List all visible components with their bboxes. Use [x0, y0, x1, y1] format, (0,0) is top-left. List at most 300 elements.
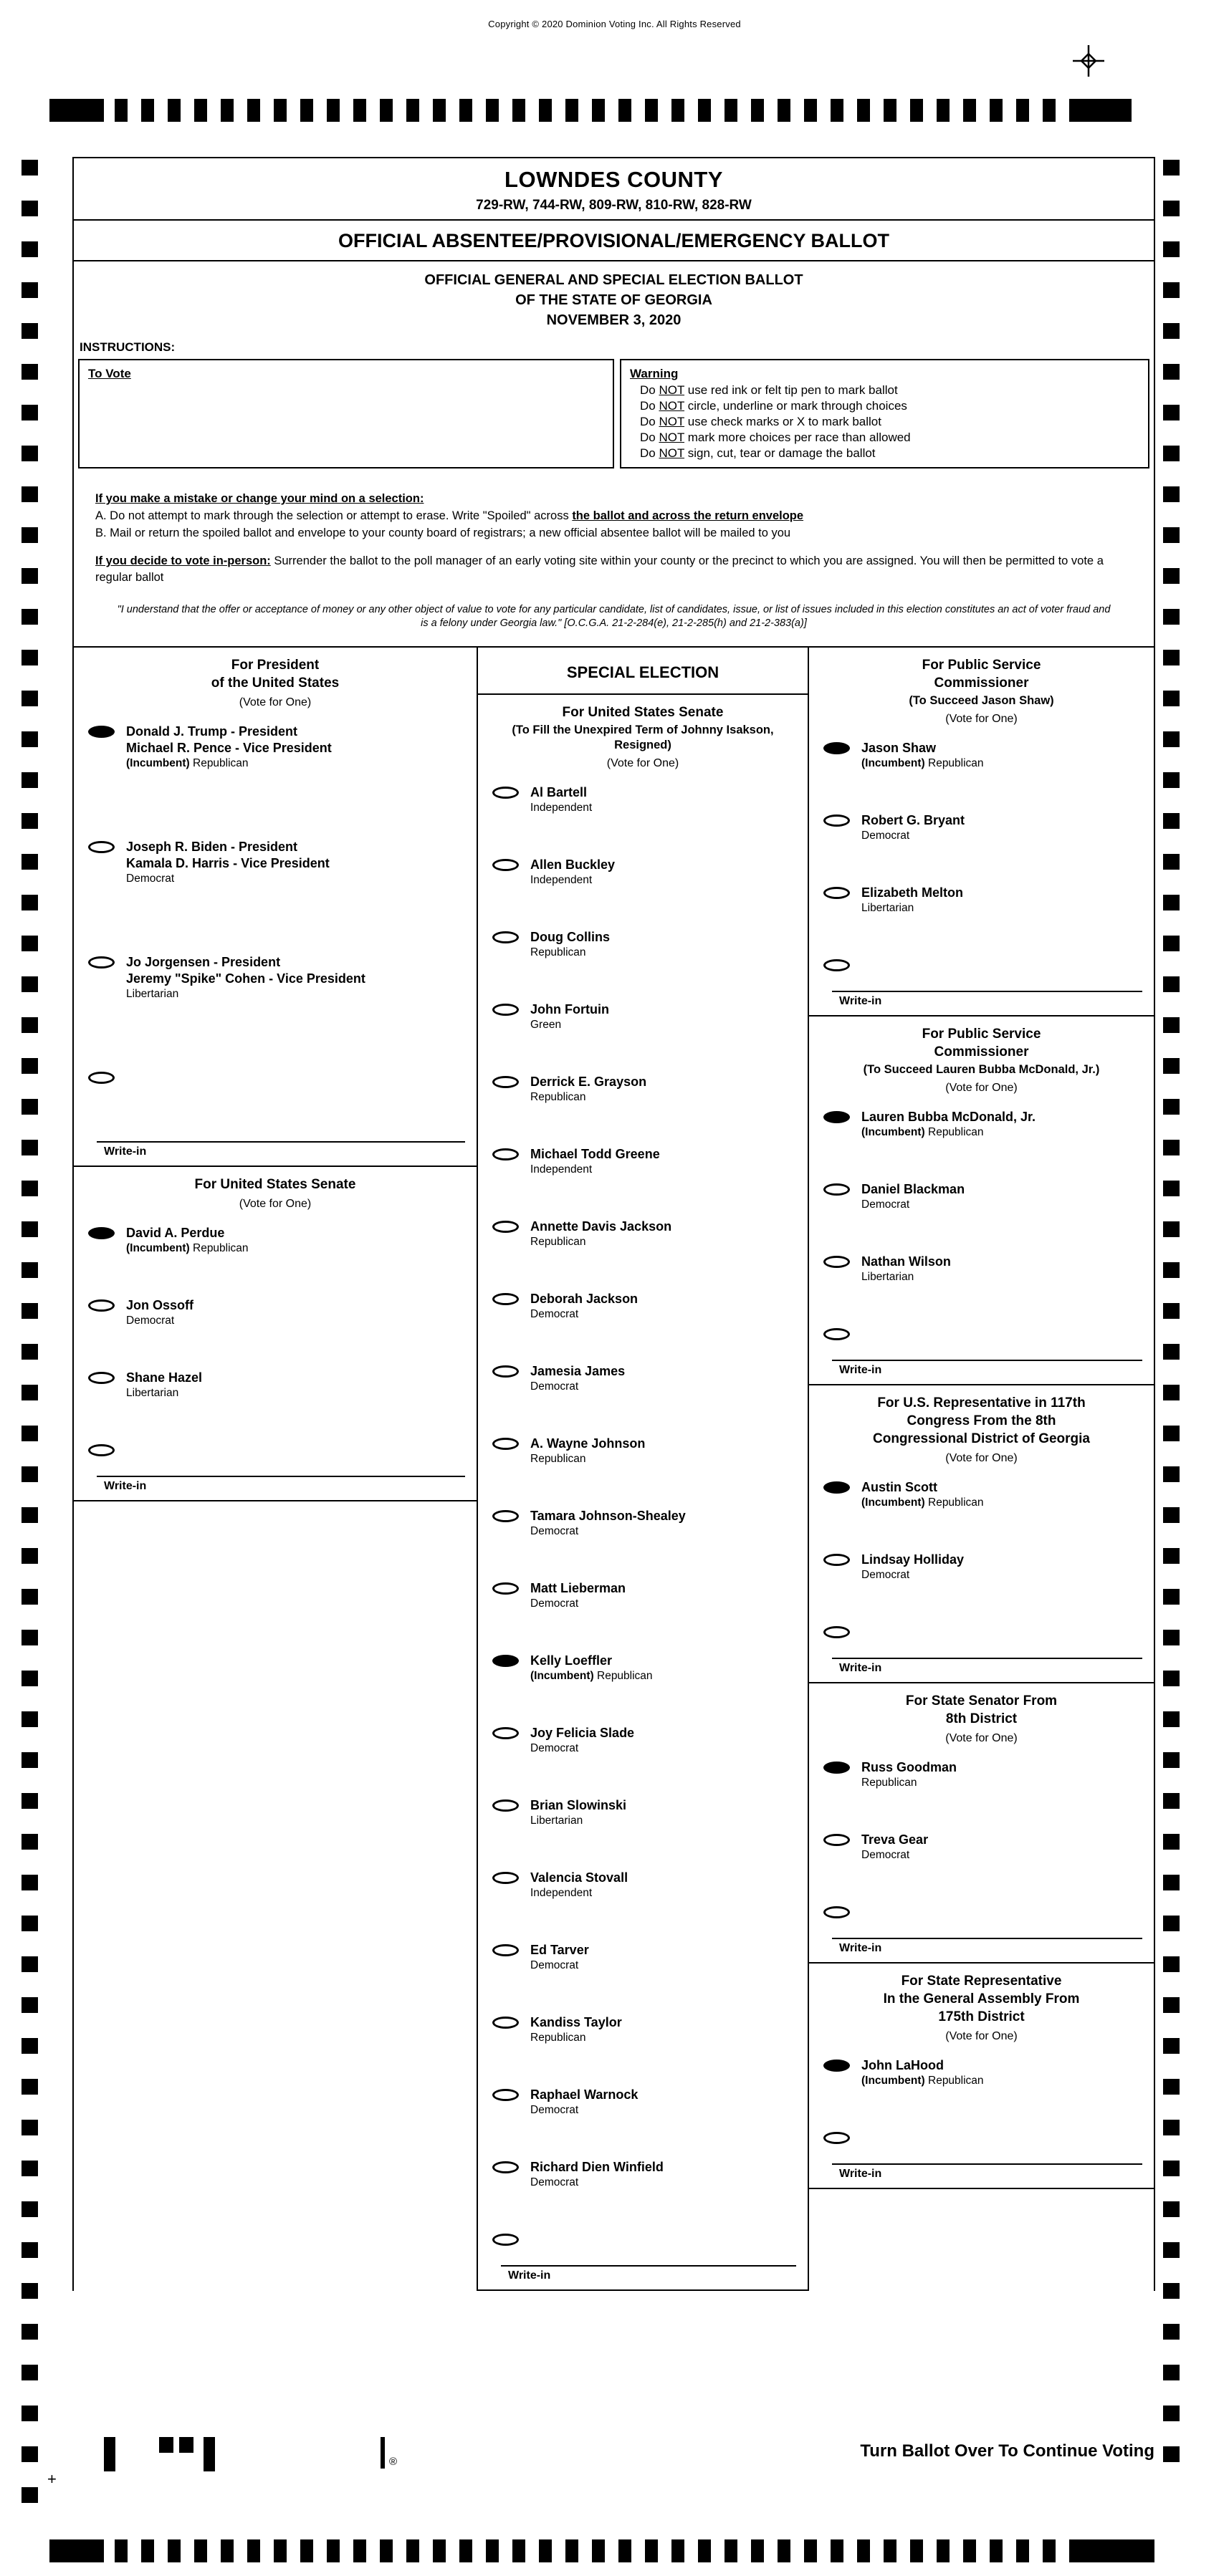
candidate-name: Annette Davis Jackson	[530, 1219, 672, 1234]
candidate-info	[126, 839, 330, 886]
candidate-party: Democrat	[861, 1198, 910, 1211]
write-in-line[interactable]	[832, 1360, 1142, 1361]
candidate-row	[74, 1225, 477, 1256]
mistake-instructions	[74, 479, 1154, 549]
candidate-party: Democrat	[530, 1380, 579, 1393]
candidate-oval[interactable]	[492, 1727, 519, 1739]
candidate-row	[478, 1942, 808, 1973]
candidate-row	[74, 1370, 477, 1400]
vote-for-instruction: (Vote for One)	[239, 696, 312, 708]
alignment-bar	[381, 2437, 385, 2469]
candidate-name-line2: Jeremy "Spike" Cohen - Vice President	[126, 971, 365, 986]
contest-columns	[74, 646, 1154, 2291]
candidate-name: Shane Hazel	[126, 1370, 203, 1385]
candidate-party: (Incumbent) Republican	[861, 2075, 984, 2087]
mistake-step-b: B. Mail or return the spoiled ballot and envelope to your county board of registrars; a new official absentee ballot will be mailed to you	[95, 527, 791, 539]
candidate-oval[interactable]	[823, 887, 850, 899]
contest-title: Congress From the 8th	[907, 1413, 1056, 1428]
contest-title: Commissioner	[934, 1044, 1029, 1059]
contest-us-senate	[74, 1167, 477, 1501]
candidate-oval[interactable]	[492, 1799, 519, 1812]
ballot-column-2	[478, 648, 809, 2291]
contest-title: For U.S. Representative in 117th	[877, 1395, 1086, 1410]
vote-for-instruction: (Vote for One)	[239, 1198, 312, 1210]
alignment-bar	[204, 2437, 215, 2471]
candidate-oval[interactable]	[88, 956, 115, 969]
contest-president	[74, 648, 477, 1167]
candidate-row	[809, 1109, 1154, 1140]
candidate-party: (Incumbent) Republican	[861, 1126, 984, 1138]
warning-item: Do NOT sign, cut, tear or damage the ballot	[640, 446, 876, 460]
candidate-row	[478, 1653, 808, 1683]
fraud-notice: "I understand that the offer or acceptance of money or any other object of value to vote for any particular candidate, list of candidates, issue, or list of issues included in this election constitutes an act of voter fraud and is a felony under Georgia law." [O.C.G.A. 21-2-284(e), 21-2-285(h) and 21-2-383(a)]	[117, 604, 1111, 629]
candidate-info	[861, 1832, 928, 1863]
contest-title: For United States Senate	[562, 705, 724, 720]
candidate-oval[interactable]	[492, 1148, 519, 1160]
candidate-row	[74, 724, 477, 771]
candidate-info	[126, 724, 332, 771]
candidate-oval[interactable]	[88, 726, 115, 738]
candidate-name: Al Bartell	[530, 785, 588, 799]
candidate-row	[478, 929, 808, 960]
write-in-oval[interactable]	[823, 1626, 850, 1638]
contest-subtitle: (To Succeed Lauren Bubba McDonald, Jr.)	[863, 1063, 1100, 1076]
contest-title: In the General Assembly From	[883, 1991, 1080, 2007]
candidate-info	[861, 1254, 951, 1284]
candidate-row	[809, 1832, 1154, 1863]
in-person-instructions: If you decide to vote in-person: Surrender the ballot to the poll manager of an early voting site within your county or the precinct to which you are assigned. You will then be permitted to vote a regular ballot	[95, 554, 1104, 584]
candidate-name: Donald J. Trump - President	[126, 724, 298, 739]
election-title-block	[74, 261, 1154, 333]
warning-box	[620, 359, 1149, 468]
candidate-oval[interactable]	[823, 1481, 850, 1494]
contest-title: Congressional District of Georgia	[873, 1431, 1090, 1446]
contest-title: For State Representative	[901, 1974, 1062, 1989]
candidate-info	[530, 857, 615, 888]
candidate-row	[478, 1291, 808, 1322]
candidate-row	[478, 1074, 808, 1105]
write-in-option-row	[478, 2231, 808, 2249]
candidate-party: Green	[530, 1019, 562, 1031]
candidate-oval[interactable]	[823, 1111, 850, 1123]
candidate-oval[interactable]	[823, 1256, 850, 1268]
candidate-party: Republican	[530, 1453, 586, 1465]
election-date: NOVEMBER 3, 2020	[546, 312, 682, 328]
contest-title: For Public Service	[922, 658, 1041, 673]
candidate-oval[interactable]	[492, 787, 519, 799]
candidate-name-line2: Michael R. Pence - Vice President	[126, 741, 332, 755]
candidate-name: Russ Goodman	[861, 1760, 957, 1774]
warning-item: Do NOT circle, underline or mark through choices	[640, 399, 907, 413]
candidate-info	[530, 1870, 628, 1900]
candidate-info	[861, 740, 984, 771]
candidate-oval[interactable]	[492, 1872, 519, 1884]
registered-trademark-symbol: ®	[389, 2456, 398, 2468]
candidate-row	[478, 2087, 808, 2118]
candidate-info	[530, 1797, 626, 1828]
candidate-info	[530, 1074, 646, 1105]
candidate-info	[126, 954, 365, 1001]
candidate-name: Elizabeth Melton	[861, 885, 964, 900]
write-in-label: Write-in	[839, 2168, 882, 2180]
timing-mark-bar	[49, 2539, 104, 2562]
candidate-info	[530, 1508, 686, 1539]
candidate-party: Libertarian	[126, 988, 179, 1000]
contest-title: 8th District	[945, 1711, 1018, 1726]
candidate-info	[126, 1370, 202, 1400]
candidate-party: Republican	[530, 2032, 586, 2044]
contest-psc-shaw	[809, 648, 1154, 1017]
candidate-row	[478, 1363, 808, 1394]
candidate-name: Michael Todd Greene	[530, 1147, 660, 1161]
write-in-label: Write-in	[508, 2269, 551, 2282]
ballot-body	[72, 157, 1155, 2291]
candidate-info	[530, 1146, 660, 1177]
candidate-party: Republican	[530, 946, 586, 958]
candidate-oval[interactable]	[823, 1834, 850, 1846]
candidate-row	[809, 740, 1154, 771]
candidate-oval[interactable]	[823, 2060, 850, 2072]
candidate-row	[478, 1725, 808, 1756]
write-in-oval[interactable]	[823, 2132, 850, 2144]
candidate-party: (Incumbent) Republican	[861, 1496, 984, 1509]
candidate-name: David A. Perdue	[126, 1226, 225, 1240]
to-vote-title: To Vote	[88, 367, 131, 380]
candidate-party: Democrat	[126, 873, 175, 885]
write-in-line[interactable]	[97, 1476, 465, 1477]
write-in-line[interactable]	[832, 2163, 1142, 2165]
candidate-oval[interactable]	[492, 2089, 519, 2101]
to-vote-box	[78, 359, 614, 468]
candidate-oval[interactable]	[492, 2017, 519, 2029]
write-in-oval[interactable]	[823, 1906, 850, 1918]
candidate-party: Democrat	[530, 1959, 579, 1971]
candidate-party: Libertarian	[861, 902, 914, 914]
candidate-name: Jo Jorgensen - President	[126, 955, 281, 969]
candidate-name: Robert G. Bryant	[861, 813, 965, 827]
alignment-square	[159, 2437, 173, 2453]
candidate-info	[530, 1653, 653, 1683]
candidate-name: Joy Felicia Slade	[530, 1726, 635, 1740]
write-in-line[interactable]	[97, 1141, 465, 1143]
candidate-party: Democrat	[861, 830, 910, 842]
candidate-info	[530, 1363, 625, 1394]
candidate-oval[interactable]	[492, 859, 519, 871]
candidate-row	[478, 1508, 808, 1539]
candidate-info	[861, 1759, 957, 1790]
candidate-row	[478, 784, 808, 815]
timing-marks-right	[1163, 160, 1180, 2481]
write-in-option-row	[809, 957, 1154, 975]
candidate-name: John Fortuin	[530, 1002, 609, 1017]
candidate-name: Doug Collins	[530, 930, 610, 944]
candidate-name: A. Wayne Johnson	[530, 1436, 646, 1451]
candidate-party: Democrat	[530, 2104, 579, 2116]
candidate-oval[interactable]	[492, 1510, 519, 1522]
mistake-step-a: A. Do not attempt to mark through the selection or attempt to erase. Write "Spoiled" across the ballot and across the return envelope	[95, 509, 804, 522]
contest-state-senator	[809, 1683, 1154, 1964]
write-in-label: Write-in	[839, 995, 882, 1007]
write-in-oval[interactable]	[88, 1072, 115, 1084]
candidate-oval[interactable]	[492, 1076, 519, 1088]
candidate-row	[74, 839, 477, 886]
candidate-name: Lauren Bubba McDonald, Jr.	[861, 1110, 1036, 1124]
candidate-party: Democrat	[861, 1849, 910, 1861]
candidate-oval[interactable]	[823, 742, 850, 754]
timing-mark-bar	[49, 99, 104, 122]
candidate-info	[530, 2014, 622, 2045]
candidate-oval[interactable]	[492, 1944, 519, 1956]
candidate-oval[interactable]	[823, 1762, 850, 1774]
candidate-row	[809, 1181, 1154, 1212]
candidate-oval[interactable]	[88, 1227, 115, 1239]
candidate-row	[809, 1552, 1154, 1582]
contest-psc-mcdonald	[809, 1017, 1154, 1385]
timing-mark-bar	[1081, 2539, 1154, 2562]
candidate-row	[809, 885, 1154, 915]
candidate-name: Richard Dien Winfield	[530, 2160, 664, 2174]
candidate-oval[interactable]	[492, 1365, 519, 1378]
candidate-row	[478, 2014, 808, 2045]
candidate-row	[478, 1219, 808, 1249]
candidate-party: Democrat	[126, 1315, 175, 1327]
candidate-party: (Incumbent) Republican	[530, 1670, 653, 1682]
vote-for-instruction: (Vote for One)	[945, 2030, 1018, 2042]
registration-crosshair-icon	[1073, 45, 1104, 77]
candidate-row	[478, 1146, 808, 1177]
candidate-oval[interactable]	[823, 1183, 850, 1196]
candidate-oval[interactable]	[492, 2161, 519, 2173]
mistake-title: If you make a mistake or change your mind on a selection:	[95, 492, 424, 505]
vote-for-instruction: (Vote for One)	[945, 1732, 1018, 1744]
contest-subtitle: (To Fill the Unexpired Term of Johnny Isakson, Resigned)	[512, 724, 774, 751]
candidate-info	[530, 1725, 634, 1756]
vote-for-instruction: (Vote for One)	[606, 757, 679, 769]
candidate-party: Independent	[530, 874, 593, 886]
candidate-name: Austin Scott	[861, 1480, 937, 1494]
write-in-label: Write-in	[839, 1942, 882, 1954]
write-in-option-row	[809, 1624, 1154, 1642]
candidate-oval[interactable]	[492, 1004, 519, 1016]
candidate-party: Libertarian	[126, 1387, 179, 1399]
county-name: LOWNDES COUNTY	[504, 167, 723, 192]
candidate-name: Matt Lieberman	[530, 1581, 626, 1595]
candidate-name: Raphael Warnock	[530, 2087, 639, 2102]
contest-title: For United States Senate	[194, 1177, 356, 1192]
candidate-name: Brian Slowinski	[530, 1798, 627, 1812]
ballot-header	[74, 158, 1154, 221]
candidate-party: Democrat	[530, 1597, 579, 1610]
candidate-party: Independent	[530, 1163, 593, 1176]
timing-marks-bottom	[115, 2539, 1081, 2562]
candidate-row	[74, 954, 477, 1001]
write-in-line[interactable]	[832, 991, 1142, 992]
candidate-info	[530, 2087, 638, 2118]
write-in-oval[interactable]	[823, 1328, 850, 1340]
candidate-party: Republican	[530, 1091, 586, 1103]
write-in-option-row	[809, 1326, 1154, 1344]
candidate-party: Republican	[530, 1236, 586, 1248]
write-in-option-row	[809, 1904, 1154, 1922]
warning-title: Warning	[630, 367, 679, 380]
write-in-option-row	[74, 1442, 477, 1460]
candidate-row	[809, 1254, 1154, 1284]
write-in-oval[interactable]	[823, 959, 850, 971]
candidate-name: Ed Tarver	[530, 1943, 589, 1957]
instructions-label: INSTRUCTIONS:	[80, 340, 176, 354]
candidate-party: (Incumbent) Republican	[861, 757, 984, 769]
candidate-oval[interactable]	[88, 1372, 115, 1384]
candidate-name: Treva Gear	[861, 1832, 929, 1847]
candidate-info	[530, 1219, 671, 1249]
candidate-info	[861, 1552, 964, 1582]
candidate-oval[interactable]	[823, 814, 850, 827]
candidate-name: Joseph R. Biden - President	[126, 840, 298, 854]
candidate-name-line2: Kamala D. Harris - Vice President	[126, 856, 330, 870]
vote-for-instruction: (Vote for One)	[945, 713, 1018, 725]
candidate-name: Jon Ossoff	[126, 1298, 194, 1312]
contest-title: For Public Service	[922, 1027, 1041, 1042]
warning-item: Do NOT use red ink or felt tip pen to mark ballot	[640, 383, 898, 397]
candidate-info	[861, 1109, 1036, 1140]
candidate-row	[809, 812, 1154, 843]
candidate-row	[478, 1580, 808, 1611]
candidate-info	[126, 1225, 249, 1256]
candidate-info	[530, 1942, 589, 1973]
candidate-party: Republican	[861, 1777, 917, 1789]
candidate-oval[interactable]	[492, 1293, 519, 1305]
candidate-name: Nathan Wilson	[861, 1254, 951, 1269]
candidate-info	[530, 1580, 626, 1611]
write-in-label: Write-in	[104, 1480, 147, 1492]
candidate-party: Libertarian	[861, 1271, 914, 1283]
candidate-info	[530, 1436, 645, 1466]
candidate-name: Kelly Loeffler	[530, 1653, 613, 1668]
candidate-party: (Incumbent) Republican	[126, 1242, 249, 1254]
vote-for-instruction: (Vote for One)	[945, 1452, 1018, 1464]
ballot-column-1	[74, 648, 478, 2291]
candidate-row	[74, 1297, 477, 1328]
write-in-label: Write-in	[839, 1364, 882, 1376]
candidate-info	[861, 812, 965, 843]
turn-ballot-over-notice: Turn Ballot Over To Continue Voting	[860, 2441, 1154, 2461]
election-title-line1: OFFICIAL GENERAL AND SPECIAL ELECTION BALLOT	[424, 272, 803, 288]
ballot-column-3	[809, 648, 1154, 2291]
candidate-row	[478, 1436, 808, 1466]
candidate-oval[interactable]	[88, 1299, 115, 1312]
warning-item: Do NOT mark more choices per race than allowed	[640, 431, 911, 444]
candidate-oval[interactable]	[823, 1554, 850, 1566]
candidate-party: Libertarian	[530, 1815, 583, 1827]
candidate-row	[478, 1797, 808, 1828]
candidate-party: (Incumbent) Republican	[126, 757, 249, 769]
candidate-row	[478, 2159, 808, 2190]
candidate-info	[861, 1181, 965, 1212]
candidate-row	[478, 1001, 808, 1032]
candidate-name: Daniel Blackman	[861, 1182, 965, 1196]
candidate-oval[interactable]	[88, 841, 115, 853]
candidate-oval[interactable]	[492, 931, 519, 943]
candidate-row	[809, 1479, 1154, 1510]
candidate-party: Independent	[530, 1887, 593, 1899]
contest-title: of the United States	[211, 676, 340, 691]
candidate-oval[interactable]	[492, 1438, 519, 1450]
candidate-info	[530, 929, 610, 960]
candidate-info	[126, 1297, 193, 1328]
contest-state-representative	[809, 1964, 1154, 2189]
candidate-party: Independent	[530, 802, 593, 814]
write-in-oval[interactable]	[492, 2234, 519, 2246]
candidate-name: Jason Shaw	[861, 741, 937, 755]
contest-us-senate-special	[478, 695, 808, 2291]
timing-marks-top	[115, 99, 1081, 122]
timing-marks-left	[21, 160, 38, 2517]
in-person-title: If you decide to vote in-person:	[95, 554, 271, 567]
candidate-name: Allen Buckley	[530, 857, 616, 872]
write-in-label: Write-in	[104, 1145, 147, 1158]
candidate-oval[interactable]	[492, 1582, 519, 1595]
precinct-list: 729-RW, 744-RW, 809-RW, 810-RW, 828-RW	[476, 198, 752, 213]
contest-title: For President	[231, 658, 320, 673]
contest-us-representative	[809, 1385, 1154, 1683]
alignment-square	[179, 2437, 193, 2453]
candidate-info	[530, 784, 592, 815]
candidate-info	[530, 1001, 609, 1032]
candidate-info	[861, 2057, 984, 2088]
candidate-oval[interactable]	[492, 1221, 519, 1233]
timing-mark-bar	[1081, 99, 1132, 122]
write-in-option-row	[809, 2130, 1154, 2148]
candidate-party: Democrat	[861, 1569, 910, 1581]
candidate-oval[interactable]	[492, 1655, 519, 1667]
instructions-boxes	[74, 359, 1154, 468]
candidate-party: Democrat	[530, 2176, 579, 2188]
contest-title: Commissioner	[934, 676, 1029, 691]
vote-for-instruction: (Vote for One)	[945, 1082, 1018, 1094]
candidate-row	[478, 1870, 808, 1900]
write-in-line[interactable]	[832, 1658, 1142, 1659]
alignment-bar	[104, 2437, 115, 2471]
write-in-label: Write-in	[839, 1662, 882, 1674]
write-in-line[interactable]	[501, 2265, 796, 2267]
special-election-banner: SPECIAL ELECTION	[478, 648, 808, 695]
contest-title: For State Senator From	[905, 1693, 1058, 1708]
copyright-notice: Copyright © 2020 Dominion Voting Inc. All Rights Reserved	[488, 19, 741, 29]
election-title-line2: OF THE STATE OF GEORGIA	[515, 292, 712, 308]
candidate-name: Deborah Jackson	[530, 1292, 639, 1306]
candidate-name: Derrick E. Grayson	[530, 1075, 647, 1089]
candidate-party: Democrat	[530, 1525, 579, 1537]
candidate-name: Lindsay Holliday	[861, 1552, 965, 1567]
candidate-info	[530, 2159, 664, 2190]
candidate-name: Jamesia James	[530, 1364, 626, 1378]
write-in-line[interactable]	[832, 1938, 1142, 1939]
ballot-type-title: OFFICIAL ABSENTEE/PROVISIONAL/EMERGENCY BALLOT	[74, 221, 1154, 261]
write-in-oval[interactable]	[88, 1444, 115, 1456]
candidate-name: Kandiss Taylor	[530, 2015, 622, 2029]
candidate-name: Tamara Johnson-Shealey	[530, 1509, 686, 1523]
contest-title: 175th District	[938, 2009, 1025, 2024]
candidate-info	[861, 1479, 984, 1510]
contest-subtitle: (To Succeed Jason Shaw)	[909, 694, 1054, 707]
candidate-info	[530, 1291, 638, 1322]
candidate-name: Valencia Stovall	[530, 1870, 628, 1885]
candidate-row	[809, 2057, 1154, 2088]
candidate-party: Democrat	[530, 1308, 579, 1320]
candidate-party: Democrat	[530, 1742, 579, 1754]
write-in-option-row	[74, 1070, 477, 1087]
candidate-row	[809, 1759, 1154, 1790]
